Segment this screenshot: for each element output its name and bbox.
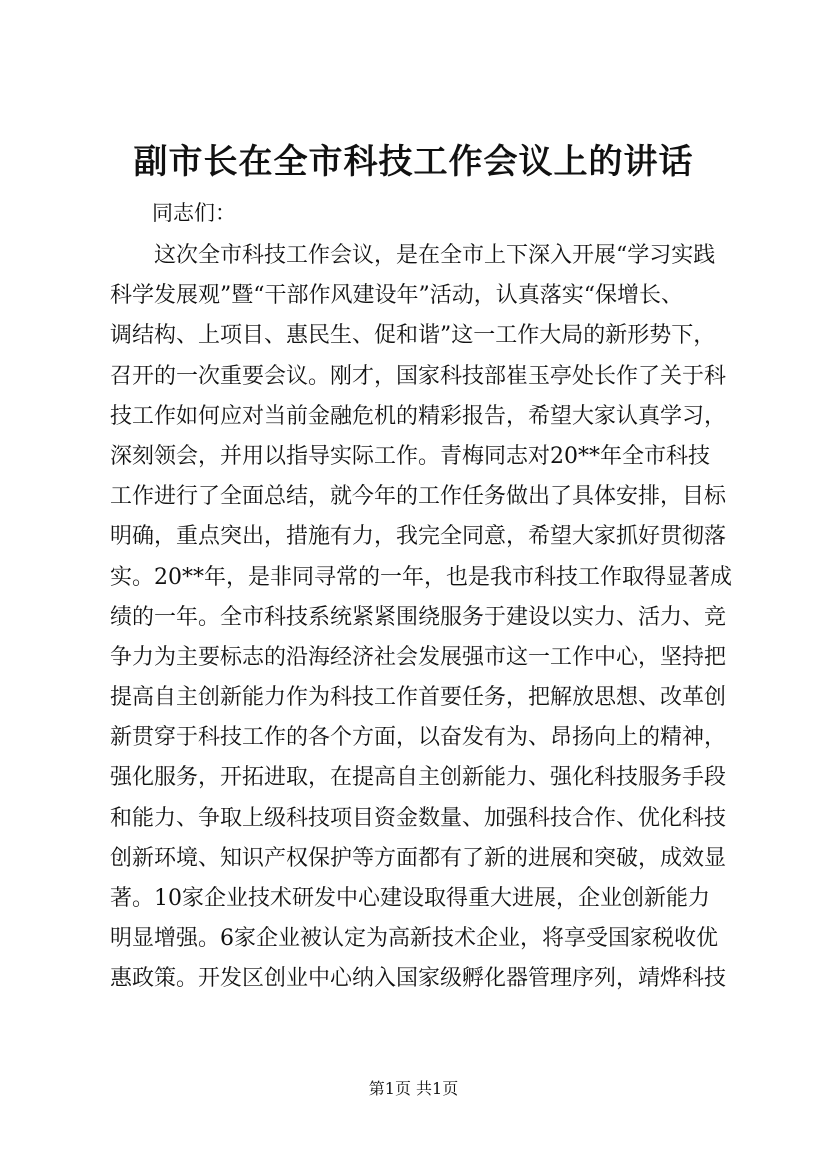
page-footer: 第1页 共1页 — [368, 1079, 459, 1098]
text-line: 提高自主创新能力作为科技工作首要任务，把解放思想、改革创 — [110, 685, 727, 711]
text-line: 争力为主要标志的沿海经济社会发展强市这一工作中心，坚持把 — [110, 644, 727, 670]
text-line: 惠政策。开发区创业中心纳入国家级孵化器管理序列，靖烨科技 — [110, 966, 727, 992]
text-line: 科学发展观”暨“干部作风建设年”活动，认真落实“保增长、 — [110, 283, 683, 309]
text-line: 调结构、上项目、惠民生、促和谐”这一工作大局的新形势下， — [110, 323, 716, 349]
document-title: 副市长在全市科技工作会议上的讲话 — [133, 142, 694, 182]
text-line: 实。20**年，是非同寻常的一年，也是我市科技工作取得显著成 — [110, 564, 732, 590]
text-line: 创新环境、知识产权保护等方面都有了新的进展和突破，成效显 — [110, 845, 727, 871]
text-line: 绩的一年。全市科技系统紧紧围绕服务于建设以实力、活力、竞 — [110, 604, 727, 630]
text-line: 明确，重点突出，措施有力，我完全同意，希望大家抓好贯彻落 — [110, 524, 727, 550]
text-line: 和能力、争取上级科技项目资金数量、加强科技合作、优化科技 — [110, 805, 727, 831]
text-line: 召开的一次重要会议。刚才，国家科技部崔玉亭处长作了关于科 — [110, 363, 727, 389]
text-line: 这次全市科技工作会议，是在全市上下深入开展“学习实践 — [154, 243, 716, 268]
text-line: 新贯穿于科技工作的各个方面，以奋发有为、昂扬向上的精神， — [110, 725, 727, 751]
text-line: 著。10家企业技术研发中心建设取得重大进展，企业创新能力 — [110, 886, 710, 911]
salutation: 同志们： — [152, 201, 236, 225]
text-line: 技工作如何应对当前金融危机的精彩报告，希望大家认真学习， — [110, 403, 727, 429]
text-line: 工作进行了全面总结，就今年的工作任务做出了具体安排，目标 — [110, 484, 727, 510]
body-paragraph — [110, 236, 740, 1000]
text-line: 明显增强。6家企业被认定为高新技术企业，将享受国家税收优 — [110, 926, 718, 952]
text-line: 深刻领会，并用以指导实际工作。青梅同志对20**年全市科技 — [110, 443, 710, 469]
text-line: 强化服务，开拓进取，在提高自主创新能力、强化科技服务手段 — [110, 765, 727, 791]
